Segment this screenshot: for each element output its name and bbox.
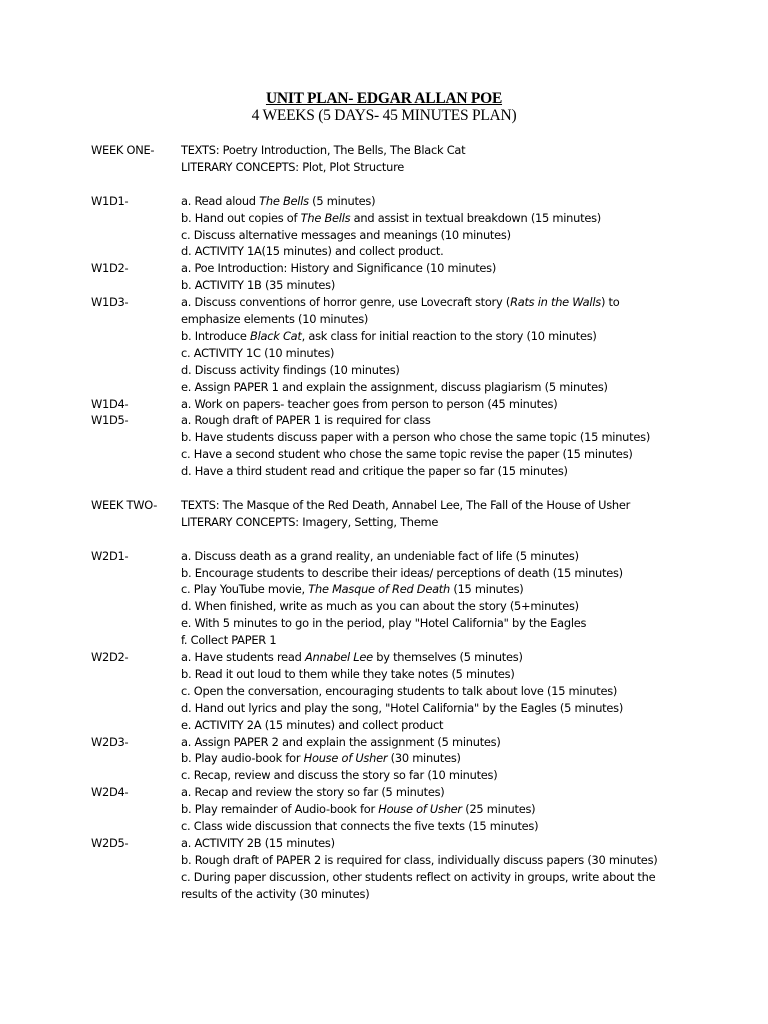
italic-title: The Bells bbox=[259, 193, 309, 208]
plan-line: a. Work on papers- teacher goes from person to person (45 minutes) bbox=[181, 396, 558, 411]
day-label-w2d5: W2D5- bbox=[91, 835, 129, 850]
week-one-texts: TEXTS: Poetry Introduction, The Bells, The Black Cat bbox=[181, 143, 466, 157]
plan-line: a. Rough draft of PAPER 1 is required for class bbox=[181, 413, 431, 428]
plan-line: d. Have a third student read and critique the paper so far (15 minutes) bbox=[181, 464, 568, 479]
day-label-w2d2: W2D2- bbox=[91, 650, 129, 664]
day-label-w1d1: W1D1- bbox=[91, 193, 129, 208]
plan-line: c. Recap, review and discuss the story so far (10 minutes) bbox=[181, 768, 498, 783]
plan-line: b. Encourage students to describe their ideas/ perceptions of death (15 minutes) bbox=[181, 565, 623, 580]
italic-title: House of Usher bbox=[378, 802, 462, 817]
plan-line: a. Have students read Annabel Lee by themselves (5 minutes) bbox=[181, 650, 523, 664]
plan-line: b. Read it out loud to them while they take notes (5 minutes) bbox=[181, 666, 515, 681]
day-label-w2d1: W2D1- bbox=[91, 548, 129, 563]
plan-line: a. Poe Introduction: History and Significance (10 minutes) bbox=[181, 261, 497, 276]
plan-line: b. Hand out copies of The Bells and assist in textual breakdown (15 minutes) bbox=[181, 210, 601, 225]
plan-line: b. ACTIVITY 1B (35 minutes) bbox=[181, 278, 336, 293]
day-label-w1d4: W1D4- bbox=[91, 396, 129, 411]
plan-line: a. Read aloud The Bells (5 minutes) bbox=[181, 193, 376, 208]
day-label-w1d5: W1D5- bbox=[91, 413, 129, 428]
week-one-literary-concepts: LITERARY CONCEPTS: Plot, Plot Structure bbox=[181, 159, 405, 174]
plan-line: c. Class wide discussion that connects the five texts (15 minutes) bbox=[181, 819, 539, 833]
italic-title: Rats in the Walls bbox=[510, 295, 601, 310]
day-label-w2d3: W2D3- bbox=[91, 734, 129, 749]
week-two-literary-concepts: LITERARY CONCEPTS: Imagery, Setting, Theme bbox=[181, 514, 439, 529]
plan-line: e. ACTIVITY 2A (15 minutes) and collect product bbox=[181, 717, 444, 732]
plan-line: a. Assign PAPER 2 and explain the assignment (5 minutes) bbox=[181, 734, 501, 749]
plan-line: e. With 5 minutes to go in the period, play "Hotel California" by the Eagles bbox=[181, 616, 587, 631]
plan-line: emphasize elements (10 minutes) bbox=[181, 312, 369, 326]
plan-line: a. ACTIVITY 2B (15 minutes) bbox=[181, 835, 335, 850]
plan-line: c. During paper discussion, other students reflect on activity in groups, write about the bbox=[181, 869, 656, 884]
day-label-w2d4: W2D4- bbox=[91, 785, 129, 800]
week-one-label: WEEK ONE- bbox=[91, 143, 155, 157]
plan-line: b. Introduce Black Cat, ask class for initial reaction to the story (10 minutes) bbox=[181, 328, 597, 343]
plan-line: a. Recap and review the story so far (5 minutes) bbox=[181, 785, 445, 800]
italic-title: House of Usher bbox=[303, 751, 388, 766]
plan-line: b. Play remainder of Audio-book for House of Usher (25 minutes) bbox=[181, 802, 536, 817]
plan-line: b. Play audio-book for House of Usher (30 minutes) bbox=[181, 751, 461, 766]
plan-line: results of the activity (30 minutes) bbox=[181, 886, 370, 901]
plan-line: b. Rough draft of PAPER 2 is required for class, individually discuss papers (30 minutes) bbox=[181, 852, 658, 867]
plan-line: b. Have students discuss paper with a person who chose the same topic (15 minutes) bbox=[181, 430, 651, 445]
plan-line: c. Play YouTube movie, The Masque of Red Death (15 minutes) bbox=[181, 582, 524, 597]
document-subtitle: 4 WEEKS (5 DAYS- 45 MINUTES PLAN) bbox=[251, 107, 517, 124]
week-two-label: WEEK TWO- bbox=[91, 497, 158, 512]
plan-line: d. When finished, write as much as you can about the story (5+minutes) bbox=[181, 599, 579, 614]
plan-line: c. Discuss alternative messages and meanings (10 minutes) bbox=[181, 227, 511, 242]
italic-title: Annabel Lee bbox=[305, 650, 373, 664]
plan-line: c. Open the conversation, encouraging students to talk about love (15 minutes) bbox=[181, 683, 618, 698]
italic-title: The Masque of Red Death bbox=[308, 582, 450, 597]
day-label-w1d2: W1D2- bbox=[91, 261, 129, 276]
plan-line: a. Discuss death as a grand reality, an undeniable fact of life (5 minutes) bbox=[181, 548, 579, 563]
italic-title: The Bells bbox=[300, 210, 351, 225]
plan-line: d. ACTIVITY 1A(15 minutes) and collect product. bbox=[181, 244, 444, 259]
plan-line: d. Hand out lyrics and play the song, "Hotel California" by the Eagles (5 minutes) bbox=[181, 700, 624, 715]
document-title: UNIT PLAN- EDGAR ALLAN POE bbox=[265, 90, 503, 107]
plan-line: e. Assign PAPER 1 and explain the assignment, discuss plagiarism (5 minutes) bbox=[181, 379, 608, 394]
week-two-texts: TEXTS: The Masque of the Red Death, Annabel Lee, The Fall of the House of Usher bbox=[181, 497, 631, 512]
italic-title: Black Cat bbox=[250, 328, 302, 343]
day-label-w1d3: W1D3- bbox=[91, 295, 129, 310]
plan-line: a. Discuss conventions of horror genre, use Lovecraft story (Rats in the Walls) to bbox=[181, 295, 620, 310]
plan-line: c. ACTIVITY 1C (10 minutes) bbox=[181, 345, 335, 360]
plan-line: d. Discuss activity findings (10 minutes) bbox=[181, 362, 400, 377]
plan-line: f. Collect PAPER 1 bbox=[181, 633, 277, 648]
plan-line: c. Have a second student who chose the same topic revise the paper (15 minutes) bbox=[181, 447, 633, 462]
